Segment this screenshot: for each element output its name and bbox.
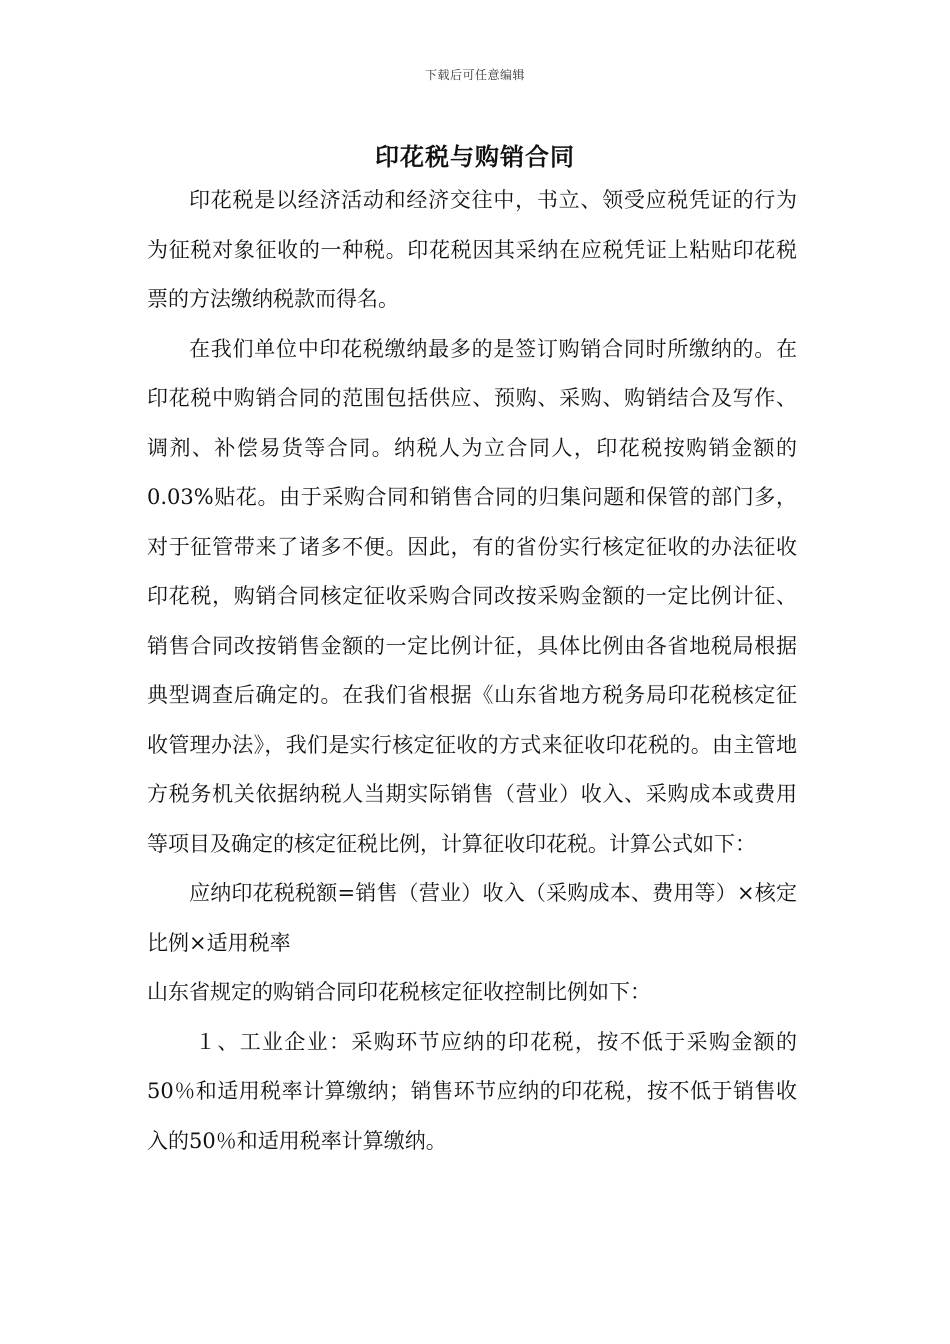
document-title: 印花税与购销合同 (375, 143, 575, 171)
paragraph-formula: 应纳印花税税额=销售（营业）收入（采购成本、费用等）×核定比例×适用税率 (147, 881, 797, 955)
header-note: 下载后可任意编辑 (424, 68, 525, 82)
list-item-industrial: １、工业企业：采购环节应纳的印花税，按不低于采购金额的50％和适用税率计算缴纳；销售环节应纳的印花税，按不低于销售收入的50％和适用税率计算缴纳。 (147, 1029, 797, 1153)
document-body (147, 176, 797, 1166)
paragraph-ratio-heading: 山东省规定的购销合同印花税核定征收控制比例如下： (147, 980, 651, 1004)
paragraph-intro: 印花税是以经济活动和经济交往中，书立、领受应税凭证的行为为征税对象征收的一种税。印花税因其采纳在应税凭证上粘贴印花税票的方法缴纳税款而得名。 (147, 188, 797, 311)
paragraph-purchase-contracts: 在我们单位中印花税缴纳最多的是签订购销合同时所缴纳的。在印花税中购销合同的范围包括供应、预购、采购、购销结合及写作、调剂、补偿易货等合同。纳税人为立合同人，印花税按购销金额的0.03%贴花。由于采购合同和销售合同的归集问题和保管的部门多，对于征管带来了诸多不便。因此，有的省份实行核定征收的办法征收印花税，购销合同核定征收采购合同改按采购金额的一定比例计征、销售合同改按销售金额的一定比例计征，具体比例由各省地税局根据典型调查后确定的。在我们省根据《山东省地方税务局印花税核定征收管理办法》，我们是实行核定征收的方式来征收印花税的。由主管地方税务机关依据纳税人当期实际销售（营业）收入、采购成本或费用等项目及确定的核定征税比例，计算征收印花税。计算公式如下： (147, 336, 797, 856)
